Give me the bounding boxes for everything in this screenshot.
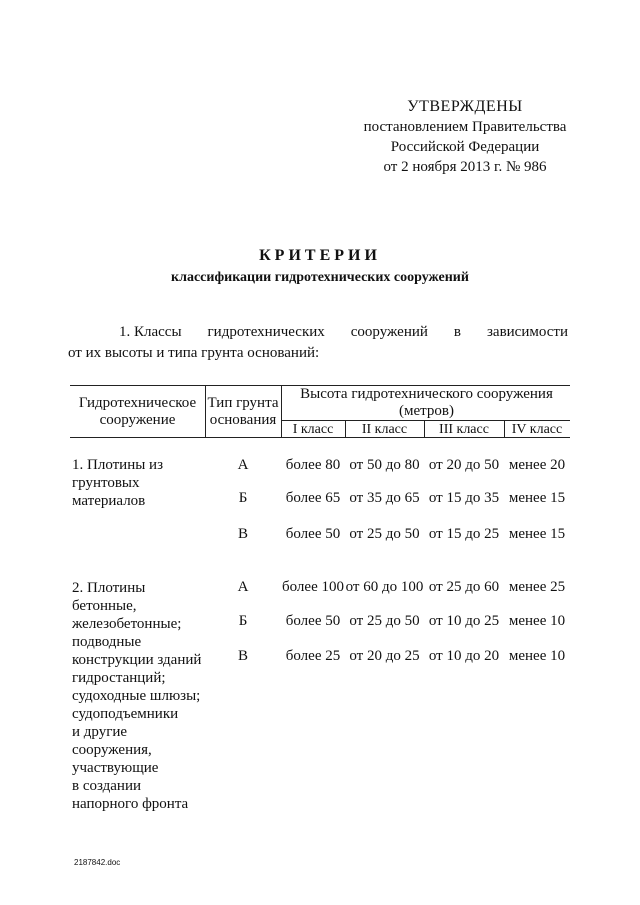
value-cell: менее 15 bbox=[508, 490, 566, 506]
paragraph-word: гидротехнических bbox=[207, 324, 325, 340]
header-class: III класс bbox=[439, 422, 489, 437]
value-cell: более 65 bbox=[285, 490, 341, 506]
value-cell: от 35 до 65 bbox=[349, 490, 420, 506]
value-cell: от 15 до 25 bbox=[428, 526, 500, 542]
paragraph-word: зависимости bbox=[486, 324, 568, 340]
paragraph-line: от их высоты и типа грунта оснований: bbox=[68, 345, 320, 361]
value-cell: менее 10 bbox=[508, 613, 566, 629]
value-cell: менее 25 bbox=[508, 579, 566, 595]
header-soil-type: Тип грунта основания bbox=[207, 395, 279, 428]
header-height-group: Высота гидротехнического сооружения (метров) bbox=[300, 386, 553, 419]
section-name: 2. Плотины бетонные, железобетонные; подводные конструкции зданий гидростанций; судоходные шлюзы; судоподъемники и другие сооружения, участвующие в создании напорного фронта bbox=[72, 580, 202, 812]
value-cell: более 25 bbox=[285, 648, 341, 664]
value-cell: от 20 до 25 bbox=[349, 648, 420, 664]
value-cell: более 50 bbox=[285, 526, 341, 542]
value-cell: от 10 до 20 bbox=[428, 648, 500, 664]
header-class: IV класс bbox=[511, 422, 563, 437]
soil-type-cell: В bbox=[237, 648, 248, 664]
value-cell: от 50 до 80 bbox=[349, 457, 420, 473]
file-name-footer: 2187842.doc bbox=[74, 858, 121, 867]
approval-line: постановлением Правительства bbox=[363, 119, 567, 135]
document-title: КРИТЕРИИ bbox=[259, 247, 381, 264]
section-name: 1. Плотины из грунтовых материалов bbox=[72, 457, 164, 509]
approval-stamp bbox=[330, 97, 600, 177]
soil-type-cell: А bbox=[237, 457, 249, 473]
header-structure: Гидротехническое сооружение bbox=[78, 395, 197, 428]
value-cell: более 100 bbox=[282, 579, 344, 595]
value-cell: от 10 до 25 bbox=[428, 613, 500, 629]
value-cell: от 25 до 60 bbox=[428, 579, 500, 595]
approval-line: Российской Федерации bbox=[390, 139, 540, 155]
paragraph-word: сооружений bbox=[350, 324, 428, 340]
paragraph-word: в bbox=[453, 324, 461, 340]
paragraph-word: 1. Классы bbox=[119, 324, 182, 340]
document-subtitle: классификации гидротехнических сооружений bbox=[171, 270, 469, 285]
value-cell: менее 15 bbox=[508, 526, 566, 542]
header-class: II класс bbox=[361, 422, 408, 437]
header-class: I класс bbox=[292, 422, 334, 437]
intro-paragraph bbox=[68, 322, 568, 364]
soil-type-cell: Б bbox=[238, 613, 248, 629]
soil-type-cell: В bbox=[237, 526, 248, 542]
value-cell: более 80 bbox=[285, 457, 341, 473]
paragraph-line bbox=[68, 322, 568, 343]
value-cell: от 25 до 50 bbox=[349, 613, 420, 629]
soil-type-cell: А bbox=[237, 579, 249, 595]
approval-heading: УТВЕРЖДЕНЫ bbox=[407, 98, 523, 115]
value-cell: менее 10 bbox=[508, 648, 566, 664]
value-cell: менее 20 bbox=[508, 457, 566, 473]
value-cell: от 20 до 50 bbox=[428, 457, 500, 473]
soil-type-cell: Б bbox=[238, 490, 248, 506]
value-cell: более 50 bbox=[285, 613, 341, 629]
value-cell: от 15 до 35 bbox=[428, 490, 500, 506]
approval-date: от 2 ноября 2013 г. № 986 bbox=[383, 159, 547, 175]
value-cell: от 60 до 100 bbox=[345, 579, 424, 595]
value-cell: от 25 до 50 bbox=[349, 526, 420, 542]
